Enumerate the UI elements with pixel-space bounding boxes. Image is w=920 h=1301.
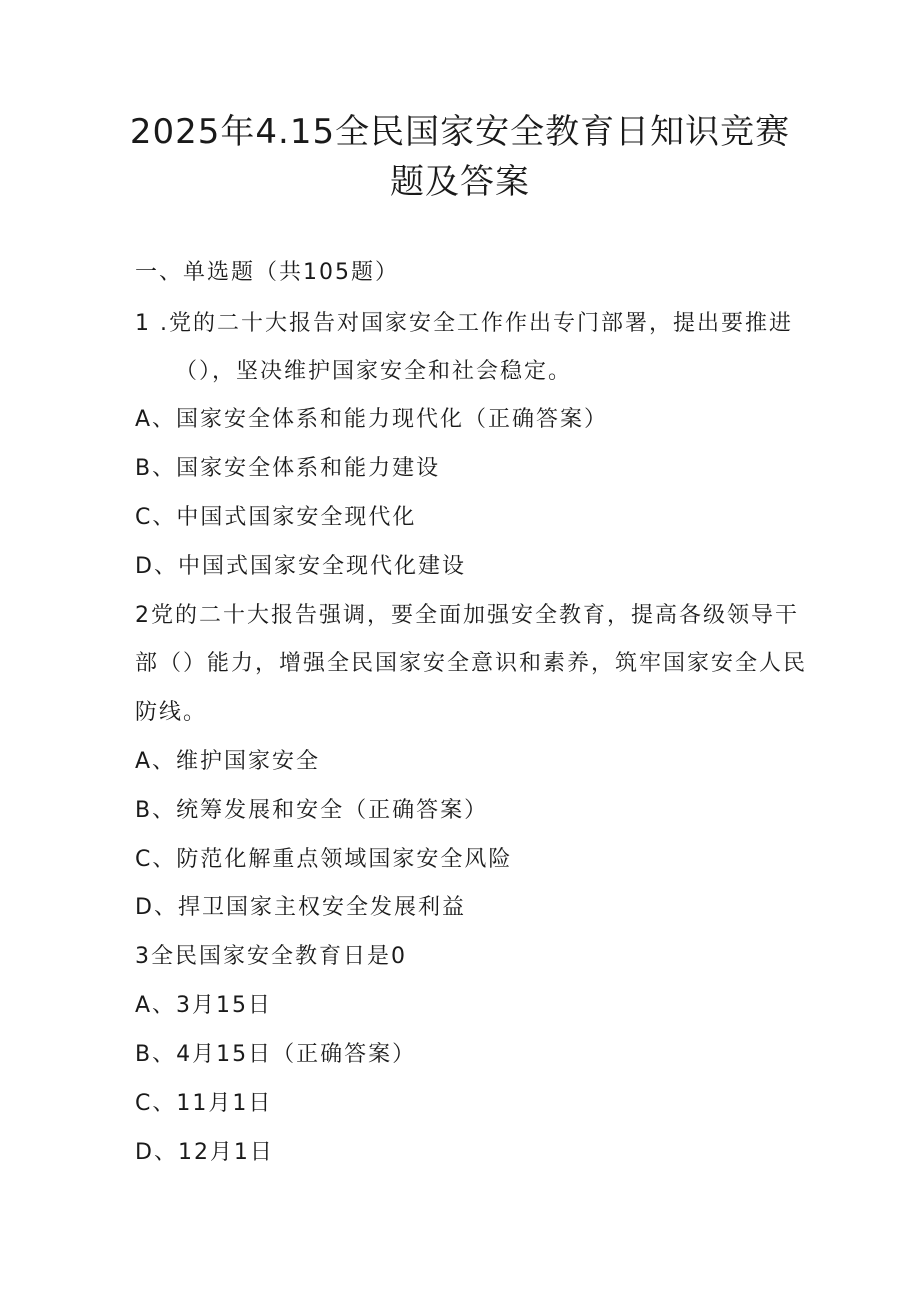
question-2-option-a: A、维护国家安全 (135, 749, 321, 774)
question-2-stem-end: 防线。 (135, 700, 208, 725)
section-heading: 一、单选题（共105题） (135, 260, 399, 285)
question-1-option-a: A、国家安全体系和能力现代化（正确答案） (135, 407, 609, 432)
question-2-option-d: D、捍卫国家主权安全发展利益 (135, 895, 466, 920)
question-1-option-d: D、中国式国家安全现代化建设 (135, 554, 466, 579)
question-2-option-c: C、防范化解重点领域国家安全风险 (135, 847, 513, 872)
question-1-stem: 1 .党的二十大报告对国家安全工作作出专门部署，提出要推进 (135, 311, 793, 336)
question-2-stem-continued: 部（）能力，增强全民国家安全意识和素养，筑牢国家安全人民 (135, 651, 808, 676)
document-title-line-2: 题及答案 (390, 162, 530, 202)
question-3-option-d: D、12月1日 (135, 1140, 274, 1165)
question-3-option-b: B、4月15日（正确答案） (135, 1042, 417, 1067)
question-3-option-a: A、3月15日 (135, 993, 273, 1018)
question-1-option-b: B、国家安全体系和能力建设 (135, 456, 441, 481)
question-1-stem-continued: （），坚决维护国家安全和社会稳定。 (175, 359, 573, 384)
question-1-option-c: C、中国式国家安全现代化 (135, 505, 417, 530)
question-3-stem: 3全民国家安全教育日是0 (135, 944, 407, 969)
question-2-option-b: B、统筹发展和安全（正确答案） (135, 798, 489, 823)
document-title-line-1: 2025年4.15全民国家安全教育日知识竞赛 (129, 112, 791, 152)
question-3-option-c: C、11月1日 (135, 1091, 273, 1116)
question-2-stem: 2党的二十大报告强调，要全面加强安全教育，提高各级领导干 (135, 603, 799, 628)
